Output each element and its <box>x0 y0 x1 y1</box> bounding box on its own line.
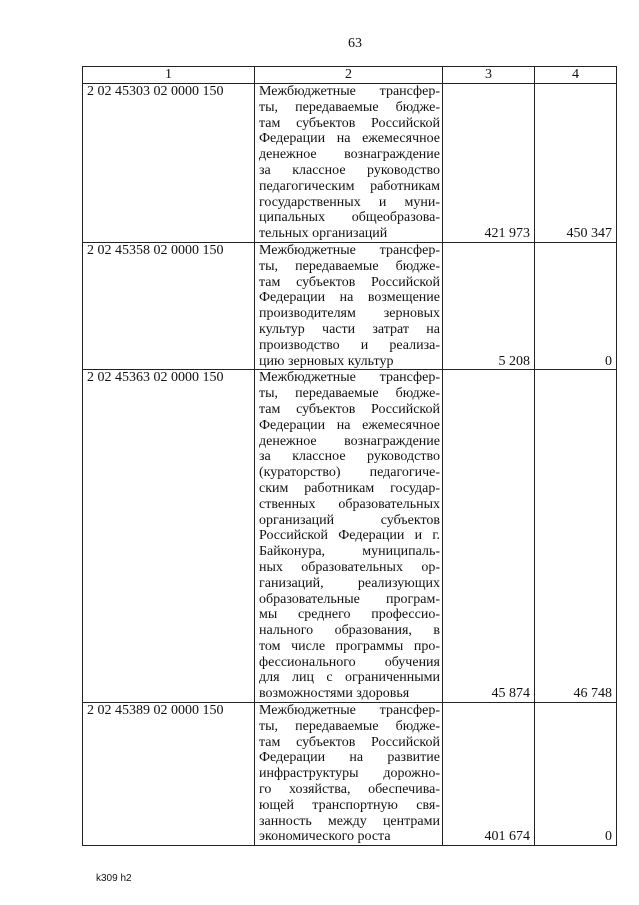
table-row <box>83 703 617 846</box>
page-number: 63 <box>348 36 362 51</box>
description-line: там субъектов Российской <box>259 274 440 290</box>
table-row <box>83 84 617 243</box>
header-col-2: 2 <box>255 67 443 84</box>
description-line: ственных образовательных <box>259 496 440 512</box>
description-line: за классное руководство <box>259 162 440 178</box>
description-line: ты, передаваемые бюдже- <box>259 99 440 115</box>
description-line: Межбюджетные трансфер- <box>259 370 440 386</box>
description-line: организаций субъектов <box>259 512 440 528</box>
transfer-description <box>255 703 443 846</box>
description-line: Межбюджетные трансфер- <box>259 242 440 258</box>
description-line: производство и реализа- <box>259 337 440 353</box>
description-line: там субъектов Российской <box>259 115 440 131</box>
header-col-1: 1 <box>83 67 255 84</box>
header-col-3: 3 <box>443 67 535 84</box>
amount-col-3: 421 973 <box>443 84 535 243</box>
description-line: Российской Федерации и г. <box>259 528 440 544</box>
amount-col-4: 0 <box>535 242 617 369</box>
description-line: (кураторство) педагогиче- <box>259 465 440 481</box>
description-line: денежное вознаграждение <box>259 147 440 163</box>
description-line: ципальных общеобразова- <box>259 210 440 226</box>
budget-code: 2 02 45358 02 0000 150 <box>83 242 255 369</box>
table-row <box>83 242 617 369</box>
description-line: педагогическим работникам <box>259 178 440 194</box>
description-line: образовательные програм- <box>259 591 440 607</box>
description-line: Межбюджетные трансфер- <box>259 84 440 99</box>
description-line: денежное вознаграждение <box>259 433 440 449</box>
transfer-description <box>255 370 443 703</box>
transfer-description <box>255 242 443 369</box>
description-line: занность между центрами <box>259 813 440 829</box>
budget-table <box>82 66 617 846</box>
description-line: нального образования, в <box>259 623 440 639</box>
transfer-description <box>255 84 443 243</box>
description-line: там субъектов Российской <box>259 734 440 750</box>
description-line: Федерации на возмещение <box>259 290 440 306</box>
budget-code: 2 02 45389 02 0000 150 <box>83 703 255 846</box>
amount-col-4: 450 347 <box>535 84 617 243</box>
description-line: за классное руководство <box>259 449 440 465</box>
description-line: Межбюджетные трансфер- <box>259 703 440 719</box>
table-header-row <box>83 67 617 84</box>
amount-col-3: 401 674 <box>443 703 535 846</box>
amount-col-4: 46 748 <box>535 370 617 703</box>
description-line: го хозяйства, обеспечива- <box>259 782 440 798</box>
description-line: ных образовательных ор- <box>259 559 440 575</box>
footer-code: k309 h2 <box>96 873 132 884</box>
header-col-4: 4 <box>535 67 617 84</box>
description-line: ты, передаваемые бюдже- <box>259 718 440 734</box>
budget-code: 2 02 45303 02 0000 150 <box>83 84 255 243</box>
description-line: том числе программы про- <box>259 638 440 654</box>
description-line: там субъектов Российской <box>259 401 440 417</box>
description-line: ским работникам государ- <box>259 480 440 496</box>
description-line: инфраструктуры дорожно- <box>259 766 440 782</box>
amount-col-3: 45 874 <box>443 370 535 703</box>
amount-col-3: 5 208 <box>443 242 535 369</box>
amount-col-4: 0 <box>535 703 617 846</box>
description-line: Федерации на ежемесячное <box>259 417 440 433</box>
description-line: культур части затрат на <box>259 321 440 337</box>
description-line: ющей транспортную свя- <box>259 797 440 813</box>
description-line: ты, передаваемые бюдже- <box>259 386 440 402</box>
description-line: ганизаций, реализующих <box>259 575 440 591</box>
description-line: производителям зерновых <box>259 306 440 322</box>
description-line: фессионального обучения <box>259 654 440 670</box>
description-line: возможностями здоровья <box>259 686 410 702</box>
description-line: государственных и муни- <box>259 194 440 210</box>
description-line: мы среднего профессио- <box>259 607 440 623</box>
description-line: экономического роста <box>259 829 391 845</box>
description-line: Федерации на ежемесячное <box>259 131 440 147</box>
description-line: Байконура, муниципаль- <box>259 544 440 560</box>
description-line: для лиц с ограниченными <box>259 670 440 686</box>
description-line: цию зерновых культур <box>259 353 394 369</box>
budget-code: 2 02 45363 02 0000 150 <box>83 370 255 703</box>
table-row <box>83 370 617 703</box>
description-line: тельных организаций <box>259 226 388 242</box>
description-line: ты, передаваемые бюдже- <box>259 258 440 274</box>
description-line: Федерации на развитие <box>259 750 440 766</box>
